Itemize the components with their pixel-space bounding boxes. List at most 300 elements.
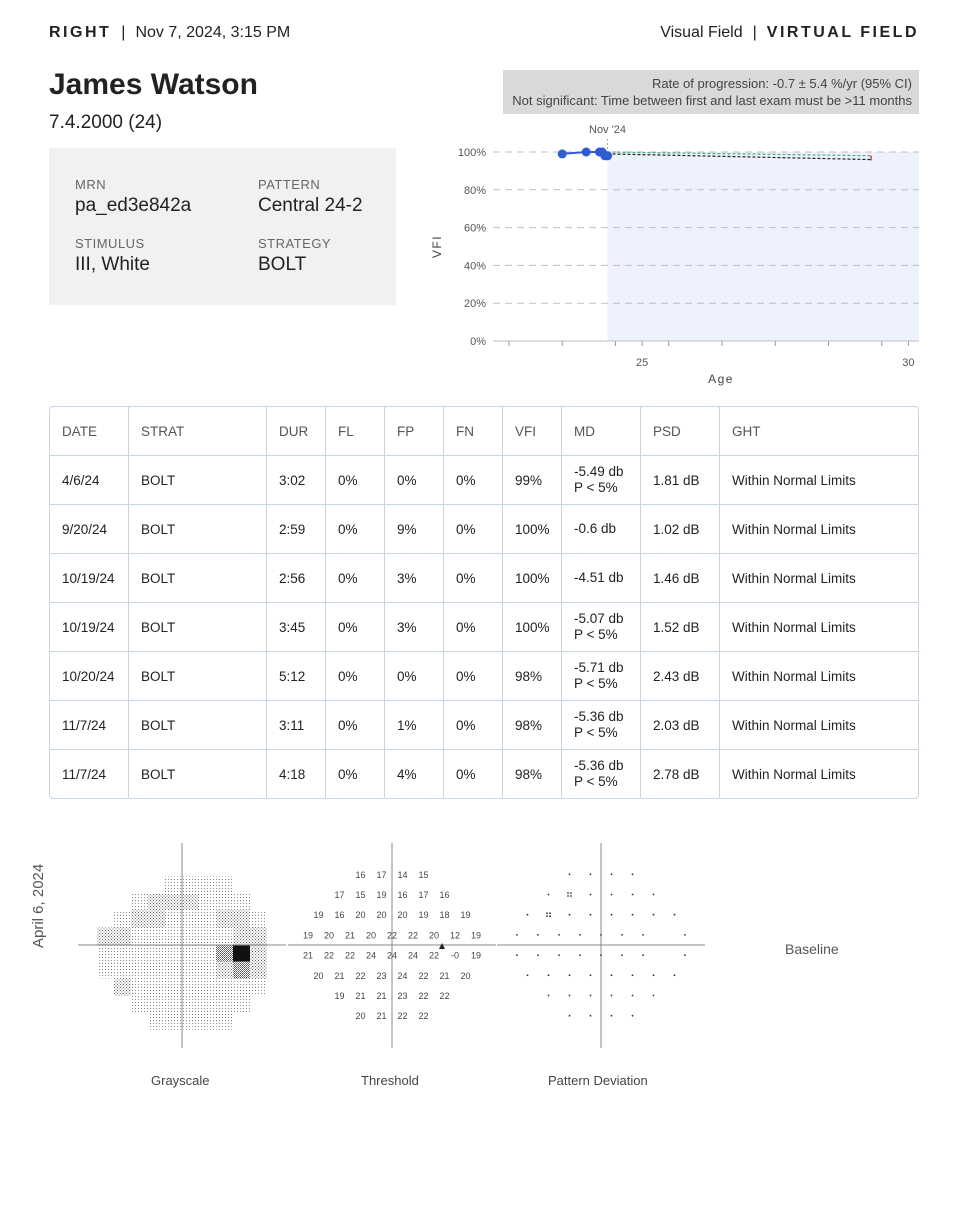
cell-fp: 3% — [385, 554, 444, 603]
cell-fp: 0% — [385, 652, 444, 701]
grayscale-cell — [233, 945, 250, 962]
cell-psd: 1.81 dB — [641, 456, 720, 505]
pd-symbol — [611, 974, 613, 976]
cell-dur: 5:12 — [267, 652, 326, 701]
threshold-value: 15 — [355, 890, 366, 900]
threshold-value: 22 — [397, 1011, 408, 1022]
threshold-value: 21 — [344, 930, 356, 941]
mrn-value: pa_ed3e842a — [75, 195, 192, 216]
baseline-label: Baseline — [785, 941, 839, 957]
grayscale-cell — [165, 911, 182, 928]
grayscale-cell — [165, 996, 182, 1013]
pd-symbol — [579, 934, 581, 936]
strategy-value: BOLT — [258, 254, 307, 275]
grayscale-cell — [250, 928, 267, 945]
pd-symbol — [653, 995, 655, 997]
threshold-value: 21 — [355, 991, 366, 1001]
pd-symbol — [590, 873, 592, 875]
threshold-value: 22 — [418, 1011, 429, 1022]
threshold-value: 22 — [439, 991, 450, 1001]
marker-label: Nov '24 — [589, 124, 626, 136]
pd-symbol — [674, 914, 676, 916]
pd-symbol — [569, 1015, 571, 1017]
threshold-value: 20 — [397, 910, 408, 921]
threshold-value: 17 — [418, 890, 429, 900]
cell-ght: Within Normal Limits — [732, 766, 856, 782]
grayscale-cell — [216, 945, 233, 962]
threshold-value: 19 — [470, 950, 482, 961]
exam-datetime: Nov 7, 2024, 3:15 PM — [135, 24, 291, 41]
y-tick-label: 40% — [463, 260, 486, 273]
threshold-value: 21 — [376, 991, 387, 1001]
cell-fn: 0% — [444, 456, 503, 505]
table-row — [50, 603, 918, 652]
pd-symbol — [590, 1015, 592, 1017]
col-psd: PSD — [641, 407, 720, 456]
pd-symbol — [653, 914, 655, 916]
cell-date: 10/19/24 — [50, 554, 129, 603]
pd-symbol — [569, 873, 571, 875]
grayscale-cell — [165, 962, 182, 979]
vfi-point — [582, 148, 591, 157]
cell-strat: BOLT — [129, 603, 267, 652]
cell-fl: 0% — [326, 652, 385, 701]
table-row — [50, 701, 918, 750]
header-right — [660, 24, 919, 42]
pd-symbol — [632, 914, 634, 916]
threshold-value: 24 — [407, 950, 419, 961]
strategy-label: STRATEGY — [258, 236, 332, 251]
grayscale-cell — [216, 1013, 233, 1030]
pd-symbol — [527, 914, 529, 916]
grayscale-cell — [131, 928, 148, 945]
cell-md — [562, 603, 641, 652]
cell-vfi: 98% — [503, 750, 562, 798]
cell-ght: Within Normal Limits — [720, 554, 918, 603]
cell-ght: Within Normal Limits — [720, 701, 918, 750]
pd-symbol — [642, 954, 644, 956]
cell-psd: 2.43 dB — [641, 652, 720, 701]
threshold-value: 22 — [323, 950, 335, 961]
pd-symbol — [516, 954, 518, 956]
threshold-value: 22 — [418, 991, 429, 1001]
threshold-value: 22 — [355, 970, 366, 981]
threshold-value: 16 — [355, 869, 366, 880]
cell-date: 11/7/24 — [50, 750, 129, 798]
cell-strat: BOLT — [129, 554, 267, 603]
grayscale-cell — [114, 911, 131, 928]
cell-fp: 9% — [385, 505, 444, 554]
md-value: -5.07 db — [574, 611, 624, 626]
pattern-value: Central 24-2 — [258, 195, 363, 216]
pattern-deviation-plot — [497, 843, 705, 1048]
cell-psd: 2.03 dB — [641, 701, 720, 750]
grayscale-cell — [216, 894, 233, 911]
md-value: -5.36 db — [574, 758, 624, 773]
cell-fl: 0% — [326, 701, 385, 750]
threshold-value: 16 — [439, 890, 450, 900]
cell-strat: BOLT — [129, 750, 267, 798]
grayscale-cell — [233, 962, 250, 979]
cell-fl: 0% — [326, 750, 385, 798]
threshold-value: 24 — [386, 950, 398, 961]
cell-dur: 4:18 — [267, 750, 326, 798]
grayscale-cell — [199, 945, 216, 962]
grayscale-cell — [233, 996, 250, 1013]
cell-vfi: 98% — [503, 652, 562, 701]
grayscale-cell — [199, 996, 216, 1013]
threshold-value: 23 — [376, 970, 387, 981]
blind-spot-marker — [439, 943, 445, 949]
cell-fl: 0% — [326, 554, 385, 603]
threshold-value: 24 — [365, 950, 377, 961]
cell-strat: BOLT — [129, 652, 267, 701]
cell-ght: Within Normal Limits — [720, 652, 918, 701]
grayscale-cell — [250, 911, 267, 928]
pd-symbol — [558, 934, 560, 936]
pd-symbol — [632, 995, 634, 997]
md-value: -5.71 db — [574, 660, 624, 675]
threshold-value: 20 — [376, 910, 387, 921]
threshold-value: 16 — [334, 910, 345, 921]
threshold-value: 20 — [355, 910, 366, 921]
cell-fn: 0% — [444, 603, 503, 652]
stimulus-label: STIMULUS — [75, 236, 145, 251]
col-fn: FN — [444, 407, 503, 456]
pd-symbol — [527, 974, 529, 976]
threshold-value: 22 — [386, 930, 398, 941]
header-separator-right: | — [752, 24, 757, 41]
grayscale-cell — [165, 894, 182, 911]
col-vfi: VFI — [503, 407, 562, 456]
threshold-value: 19 — [302, 930, 314, 941]
grayscale-cell — [148, 894, 165, 911]
grayscale-cell — [114, 962, 131, 979]
pd-symbol — [516, 934, 518, 936]
grayscale-cell — [216, 962, 233, 979]
pd-symbol — [684, 934, 686, 936]
grayscale-cell — [131, 979, 148, 996]
cell-psd: 1.52 dB — [641, 603, 720, 652]
threshold-value: 21 — [334, 970, 345, 981]
cell-date: 4/6/24 — [50, 456, 129, 505]
exam-date-label: April 6, 2024 — [30, 863, 47, 948]
grayscale-cell — [199, 928, 216, 945]
pd-symbol — [611, 914, 613, 916]
grayscale-cell — [148, 979, 165, 996]
progression-note: Not significant: Time between first and last exam must be >11 months — [512, 93, 912, 108]
cell-psd: 1.46 dB — [641, 554, 720, 603]
pd-symbol — [621, 934, 623, 936]
table-row — [50, 554, 918, 603]
y-tick-label: 80% — [463, 184, 486, 197]
pd-symbol — [600, 934, 602, 936]
md-value: -5.36 db — [574, 709, 624, 724]
cell-md — [562, 652, 641, 701]
pd-symbol — [621, 954, 623, 956]
pattern-label: PATTERN — [258, 177, 321, 192]
cell-date: 9/20/24 — [50, 505, 129, 554]
pd-symbol — [600, 954, 602, 956]
grayscale-cell — [114, 928, 131, 945]
grayscale-cell — [148, 945, 165, 962]
col-dur: DUR — [267, 407, 326, 456]
threshold-value: 20 — [355, 1011, 366, 1022]
threshold-value: 17 — [334, 890, 345, 900]
y-tick-label: 60% — [463, 222, 486, 235]
table-row — [50, 456, 918, 505]
pd-symbol-depressed — [546, 912, 551, 917]
cell-vfi: 99% — [503, 456, 562, 505]
md-significance: P < 5% — [574, 676, 618, 691]
pd-symbol — [611, 873, 613, 875]
y-tick-label: 20% — [463, 298, 486, 311]
eye-label: RIGHT — [49, 24, 112, 41]
grayscale-cell — [148, 911, 165, 928]
pd-symbol — [537, 934, 539, 936]
grayscale-cell — [199, 911, 216, 928]
brand-name: VIRTUAL FIELD — [766, 24, 919, 41]
grayscale-cell — [182, 894, 199, 911]
threshold-value: 22 — [407, 930, 419, 941]
threshold-value: 17 — [376, 869, 387, 880]
grayscale-cell — [199, 962, 216, 979]
cell-fn: 0% — [444, 701, 503, 750]
grayscale-cell — [182, 877, 199, 894]
cell-md — [562, 701, 641, 750]
threshold-value: 15 — [418, 869, 429, 880]
pd-symbol — [674, 974, 676, 976]
cell-date: 10/20/24 — [50, 652, 129, 701]
col-date: DATE — [50, 407, 129, 456]
cell-vfi: 100% — [503, 505, 562, 554]
threshold-plot — [288, 843, 496, 1048]
cell-fp: 1% — [385, 701, 444, 750]
grayscale-cell — [233, 911, 250, 928]
cell-dur: 3:45 — [267, 603, 326, 652]
threshold-value: 22 — [344, 950, 356, 961]
cell-strat: BOLT — [129, 701, 267, 750]
cell-dur: 3:02 — [267, 456, 326, 505]
grayscale-cell — [131, 911, 148, 928]
cell-fl: 0% — [326, 456, 385, 505]
pd-symbol — [611, 894, 613, 896]
threshold-value: 12 — [449, 930, 461, 941]
cell-md — [562, 750, 641, 798]
threshold-value: 18 — [439, 910, 450, 921]
cell-vfi: 98% — [503, 701, 562, 750]
threshold-value: 20 — [460, 970, 471, 981]
pd-symbol — [632, 974, 634, 976]
pd-symbol-depressed — [567, 892, 572, 897]
table-row — [50, 505, 918, 554]
pd-symbol — [558, 954, 560, 956]
pd-symbol — [590, 995, 592, 997]
header-left — [49, 24, 290, 42]
cell-dur: 2:56 — [267, 554, 326, 603]
threshold-value: 21 — [439, 970, 450, 981]
patient-name: James Watson — [49, 68, 258, 101]
grayscale-cell — [131, 945, 148, 962]
grayscale-cell — [199, 877, 216, 894]
grayscale-cell — [216, 928, 233, 945]
grayscale-cell — [233, 928, 250, 945]
grayscale-cell — [199, 894, 216, 911]
table-row — [50, 750, 918, 798]
future-region — [607, 152, 919, 341]
md-significance: P < 5% — [574, 774, 618, 789]
threshold-label: Threshold — [361, 1073, 419, 1088]
grayscale-cell — [182, 928, 199, 945]
cell-date: 10/19/24 — [50, 603, 129, 652]
x-tick-label: 30 — [902, 357, 915, 369]
threshold-value: 20 — [323, 930, 335, 941]
cell-vfi: 100% — [503, 603, 562, 652]
threshold-value: 19 — [418, 910, 429, 921]
grayscale-cell — [216, 877, 233, 894]
threshold-value: 20 — [428, 930, 440, 941]
cell-fl: 0% — [326, 505, 385, 554]
grayscale-cell — [182, 996, 199, 1013]
y-axis-title: VFI — [430, 234, 444, 259]
progression-box — [503, 70, 919, 114]
threshold-value: 19 — [376, 890, 387, 900]
grayscale-cell — [182, 945, 199, 962]
grayscale-cell — [199, 1013, 216, 1030]
grayscale-cell — [250, 962, 267, 979]
x-tick-label: 25 — [635, 357, 649, 369]
md-significance: P < 5% — [574, 480, 618, 495]
cell-fn: 0% — [444, 505, 503, 554]
cell-fn: 0% — [444, 750, 503, 798]
pd-symbol — [611, 1015, 613, 1017]
threshold-value: 19 — [334, 991, 345, 1001]
y-tick-label: 0% — [470, 336, 486, 348]
grayscale-cell — [250, 979, 267, 996]
cell-strat: BOLT — [129, 505, 267, 554]
pd-symbol — [579, 954, 581, 956]
pd-symbol — [569, 974, 571, 976]
grayscale-cell — [216, 979, 233, 996]
exam-table — [49, 406, 919, 799]
grayscale-cell — [148, 928, 165, 945]
threshold-value: 16 — [397, 890, 408, 900]
test-type: Visual Field — [660, 24, 743, 41]
cell-ght: Within Normal Limits — [720, 603, 918, 652]
md-value: -5.49 db — [574, 464, 624, 479]
cell-md — [562, 505, 641, 554]
threshold-value: 23 — [397, 991, 408, 1001]
vfi-point — [603, 151, 612, 160]
cell-fp: 0% — [385, 456, 444, 505]
cell-dur: 2:59 — [267, 505, 326, 554]
pd-symbol — [632, 1015, 634, 1017]
pd-symbol — [569, 914, 571, 916]
md-significance: P < 5% — [574, 725, 618, 740]
pattern-deviation-label: Pattern Deviation — [548, 1073, 648, 1088]
pd-symbol — [569, 995, 571, 997]
grayscale-cell — [182, 979, 199, 996]
progression-rate: Rate of progression: -0.7 ± 5.4 %/yr (95% CI) — [651, 76, 912, 91]
grayscale-cell — [216, 996, 233, 1013]
grayscale-cell — [114, 979, 131, 996]
threshold-value: 14 — [397, 869, 408, 880]
y-tick-label: 100% — [457, 147, 486, 159]
vfi-point — [558, 149, 567, 158]
pd-symbol — [590, 914, 592, 916]
cell-ght: Within Normal Limits — [720, 505, 918, 554]
grayscale-cell — [165, 945, 182, 962]
threshold-value: 24 — [397, 970, 408, 981]
exam-info-card — [49, 148, 396, 305]
grayscale-cell — [165, 979, 182, 996]
pd-symbol — [684, 954, 686, 956]
table-row — [50, 652, 918, 701]
threshold-value: 19 — [313, 910, 324, 921]
pd-symbol — [590, 974, 592, 976]
col-fl: FL — [326, 407, 385, 456]
cell-psd: 1.02 dB — [641, 505, 720, 554]
vfi-chart — [420, 118, 925, 393]
threshold-value: 21 — [302, 950, 314, 961]
pd-symbol — [632, 873, 634, 875]
grayscale-cell — [97, 962, 114, 979]
cell-dur: 3:11 — [267, 701, 326, 750]
stimulus-value: III, White — [75, 254, 150, 275]
table-header-row — [50, 407, 918, 456]
grayscale-cell — [233, 894, 250, 911]
md-significance: P < 5% — [574, 627, 618, 642]
grayscale-cell — [165, 877, 182, 894]
grayscale-cell — [216, 911, 233, 928]
pd-symbol — [653, 974, 655, 976]
grayscale-cell — [199, 979, 216, 996]
md-value: -0.6 db — [574, 521, 617, 536]
threshold-value: 21 — [376, 1011, 387, 1022]
pd-symbol — [537, 954, 539, 956]
grayscale-cell — [165, 928, 182, 945]
pd-symbol — [548, 995, 550, 997]
threshold-value: 20 — [365, 930, 377, 941]
cell-md — [562, 554, 641, 603]
grayscale-cell — [148, 1013, 165, 1030]
grayscale-cell — [182, 911, 199, 928]
threshold-value: 19 — [470, 930, 482, 941]
cell-fp: 4% — [385, 750, 444, 798]
pd-symbol — [642, 934, 644, 936]
cell-psd: 2.78 dB — [641, 750, 720, 798]
pd-symbol — [548, 974, 550, 976]
grayscale-cell — [250, 945, 267, 962]
grayscale-cell — [131, 894, 148, 911]
pd-symbol — [548, 894, 550, 896]
pd-symbol — [611, 995, 613, 997]
threshold-value: 20 — [313, 970, 324, 981]
grayscale-cell — [165, 1013, 182, 1030]
md-value: -4.51 db — [574, 570, 624, 585]
grayscale-cell — [148, 962, 165, 979]
patient-dob-age: 7.4.2000 (24) — [49, 112, 163, 133]
grayscale-cell — [97, 945, 114, 962]
grayscale-cell — [114, 945, 131, 962]
cell-strat: BOLT — [129, 456, 267, 505]
pd-symbol — [590, 894, 592, 896]
grayscale-plot — [78, 843, 288, 1048]
threshold-value: 22 — [418, 970, 429, 981]
grayscale-cell — [233, 979, 250, 996]
grayscale-cell — [131, 996, 148, 1013]
cell-fl: 0% — [326, 603, 385, 652]
